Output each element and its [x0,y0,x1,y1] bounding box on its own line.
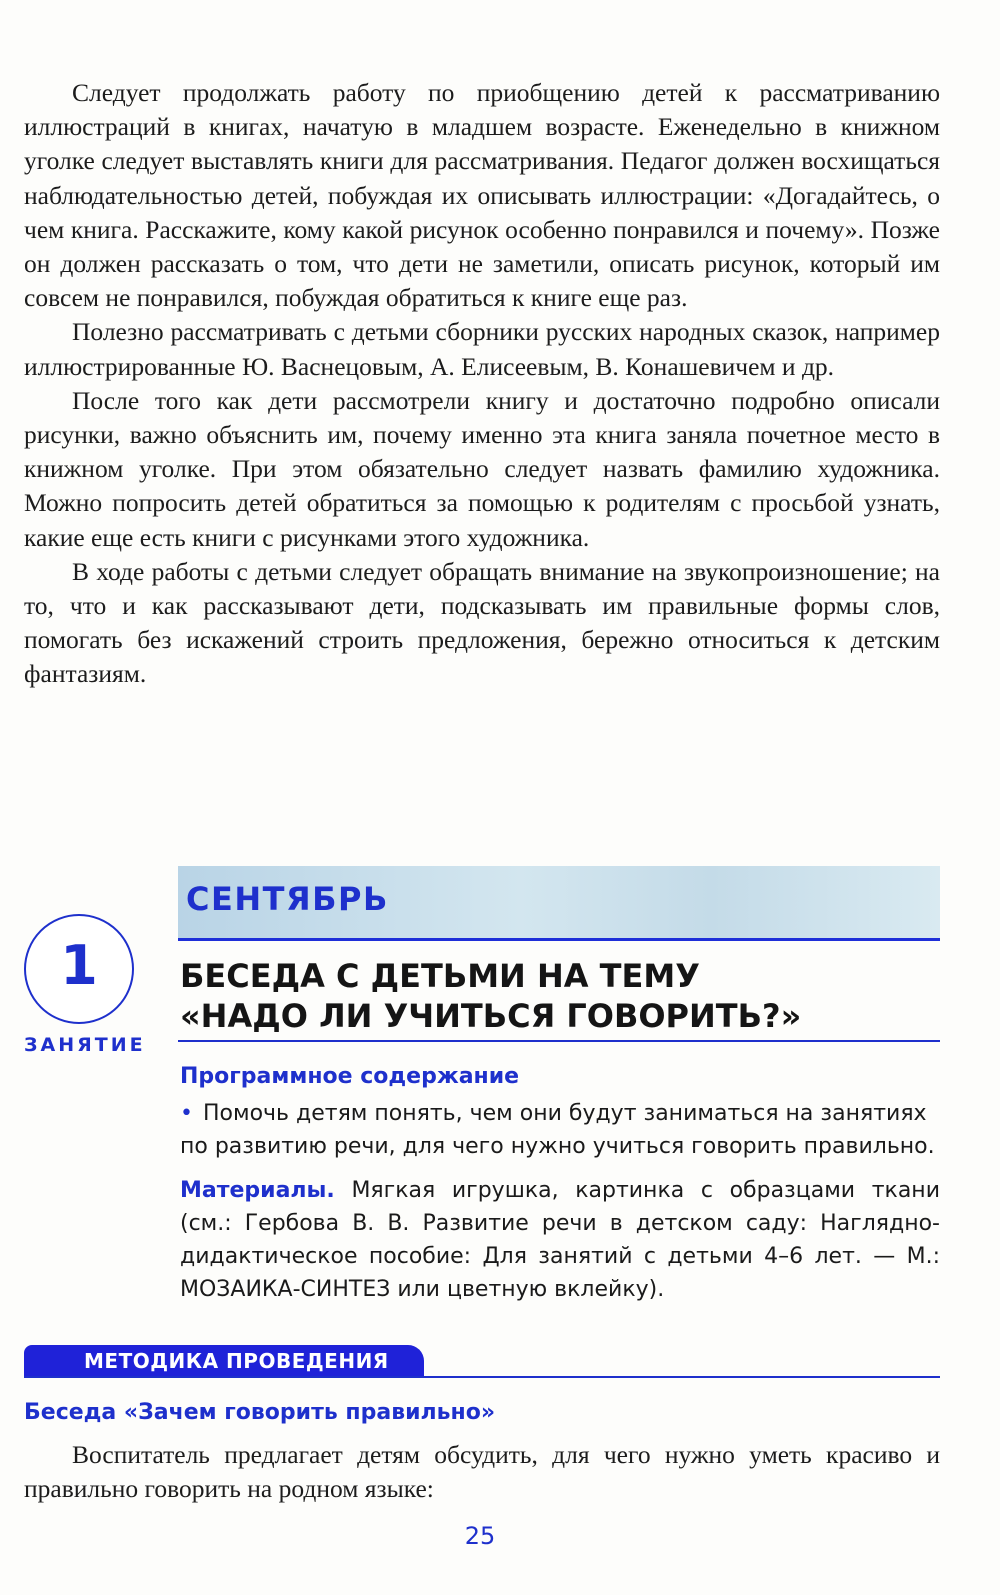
lesson-label: ЗАНЯТИЕ [24,1034,146,1056]
conversation-text [24,1438,940,1506]
page-number: 25 [464,1522,496,1550]
month-band [178,866,940,941]
month-title: СЕНТЯБРЬ [186,880,389,918]
paragraph: Следует продолжать работу по приобщению детей к рассматриванию иллюстраций в книгах, начатую в младшем возрасте. Еженедельно в книжном уголке следует выставлять книги для рассматривания. Педагог должен восхищаться наблюдательностью детей, побуждая их описывать иллюстрации: «Догадайтесь, о чем книга. Расскажите, кому какой рисунок особенно понравился и почему». Позже он должен рассказать о том, что дети не заметили, описать рисунок, который им совсем не понравился, побуждая обратиться к книге еще раз. [24,78,940,313]
paragraph: После того как дети рассмотрели книгу и достаточно подробно описали рисунки, важно объяснить им, почему именно эта книга заняла почетное место в книжном уголке. При этом обязательно следует назвать фамилию художника. Можно попросить детей обратиться за помощью к родителям с просьбой узнать, какие еще есть книги с рисунками этого художника. [24,385,940,552]
conversation-heading: Беседа «Зачем говорить правильно» [24,1400,496,1425]
paragraph: В ходе работы с детьми следует обращать внимание на звукопроизношение; на то, что и как рассказывают дети, подсказывать им правильные формы слов, помогать без искажений строить предложения, бережно относиться к детским фантазиям. [24,556,940,689]
lesson-title [180,956,940,1036]
materials [180,1174,940,1306]
intro-text [24,76,940,692]
title-divider [178,1040,940,1042]
paragraph: Полезно рассматривать с детьми сборники русских народных сказок, например иллюстрированные Ю. Васнецовым, А. Елисеевым, В. Конашевичем и др. [24,317,940,381]
method-divider [24,1376,940,1378]
method-header-bar [24,1345,424,1377]
materials-text: Мягкая игрушка, картинка с образцами ткани (см.: Гербова В. В. Развитие речи в детском саду: Наглядно-дидактическое пособие: Для занятий с детьми 4–6 лет. — М.: МОЗАИКА-СИНТЕЗ или цветную вклейку). [180,1178,940,1302]
program-content-item [180,1097,940,1163]
paragraph: Воспитатель предлагает детям обсудить, для чего нужно уметь красиво и правильно говорить на родном языке: [24,1440,940,1504]
method-header-label: МЕТОДИКА ПРОВЕДЕНИЯ [84,1349,389,1373]
materials-label: Материалы. [180,1178,335,1203]
program-content-text: Помочь детям понять, чем они будут заниматься на занятиях по развитию речи, для чего нужно учиться говорить правильно. [180,1101,935,1159]
lesson-title-line: БЕСЕДА С ДЕТЬМИ НА ТЕМУ [180,957,700,995]
program-content-heading: Программное содержание [180,1064,520,1089]
lesson-number-badge [24,914,134,1024]
bullet-icon: • [180,1101,193,1126]
lesson-number: 1 [60,934,98,997]
lesson-title-line: «НАДО ЛИ УЧИТЬСЯ ГОВОРИТЬ?» [180,997,802,1035]
